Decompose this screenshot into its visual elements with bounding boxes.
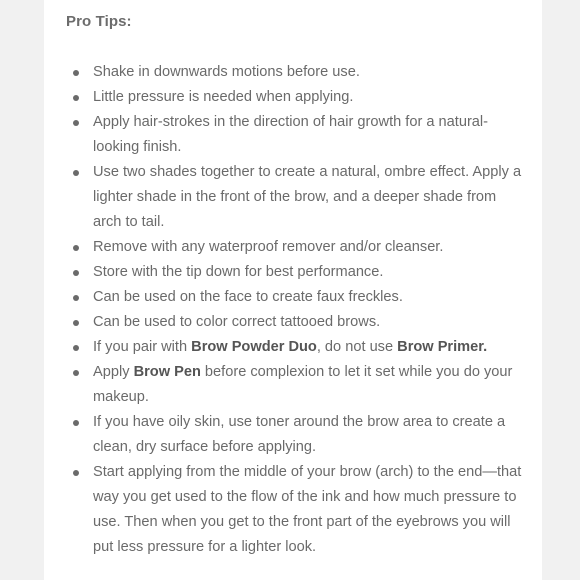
tip-text: Store with the tip down for best performance. — [93, 264, 384, 280]
tip-text: If you pair with Brow Powder Duo, do not use Brow Primer. — [93, 339, 488, 355]
tip-text: Remove with any waterproof remover and/or cleanser. — [93, 239, 444, 255]
product-name-brow-pen: Brow Pen — [133, 364, 201, 380]
bullet-icon — [73, 170, 79, 176]
list-item — [66, 310, 526, 335]
list-item — [66, 360, 526, 410]
bullet-icon — [73, 420, 79, 426]
bullet-icon — [73, 370, 79, 376]
list-item — [66, 410, 526, 460]
section-heading: Pro Tips: — [66, 13, 132, 30]
bullet-icon — [73, 245, 79, 251]
list-item — [66, 460, 526, 560]
list-item — [66, 60, 526, 85]
product-name-brow-primer: Brow Primer. — [397, 339, 488, 355]
bullet-icon — [73, 120, 79, 126]
tip-text: Apply hair-strokes in the direction of hair growth for a natural-looking finish. — [93, 114, 489, 155]
product-name-brow-powder-duo: Brow Powder Duo — [191, 339, 317, 355]
list-item — [66, 285, 526, 310]
tip-text: Start applying from the middle of your brow (arch) to the end—that way you get used to the flow of the ink and how much pressure to use. Then when you get to the front part of the eyebrows you will put less pressure for a lighter look. — [93, 464, 522, 555]
tip-text: Shake in downwards motions before use. — [93, 64, 360, 80]
bullet-icon — [73, 95, 79, 101]
tip-text: Apply Brow Pen before complexion to let it set while you do your makeup. — [93, 364, 513, 405]
tips-list — [66, 60, 526, 560]
bullet-icon — [73, 320, 79, 326]
bullet-icon — [73, 345, 79, 351]
tip-text: Use two shades together to create a natural, ombre effect. Apply a lighter shade in the front of the brow, and a deeper shade from arch to tail. — [93, 164, 522, 230]
tip-text: Can be used to color correct tattooed brows. — [93, 314, 381, 330]
list-item — [66, 85, 526, 110]
list-item — [66, 110, 526, 160]
tip-text: Little pressure is needed when applying. — [93, 89, 354, 105]
tip-text: Can be used on the face to create faux freckles. — [93, 289, 403, 305]
bullet-icon — [73, 70, 79, 76]
list-item — [66, 260, 526, 285]
bullet-icon — [73, 270, 79, 276]
list-item — [66, 335, 526, 360]
bullet-icon — [73, 295, 79, 301]
bullet-icon — [73, 470, 79, 476]
list-item — [66, 160, 526, 235]
tip-text: If you have oily skin, use toner around the brow area to create a clean, dry surface before applying. — [93, 414, 506, 455]
list-item — [66, 235, 526, 260]
